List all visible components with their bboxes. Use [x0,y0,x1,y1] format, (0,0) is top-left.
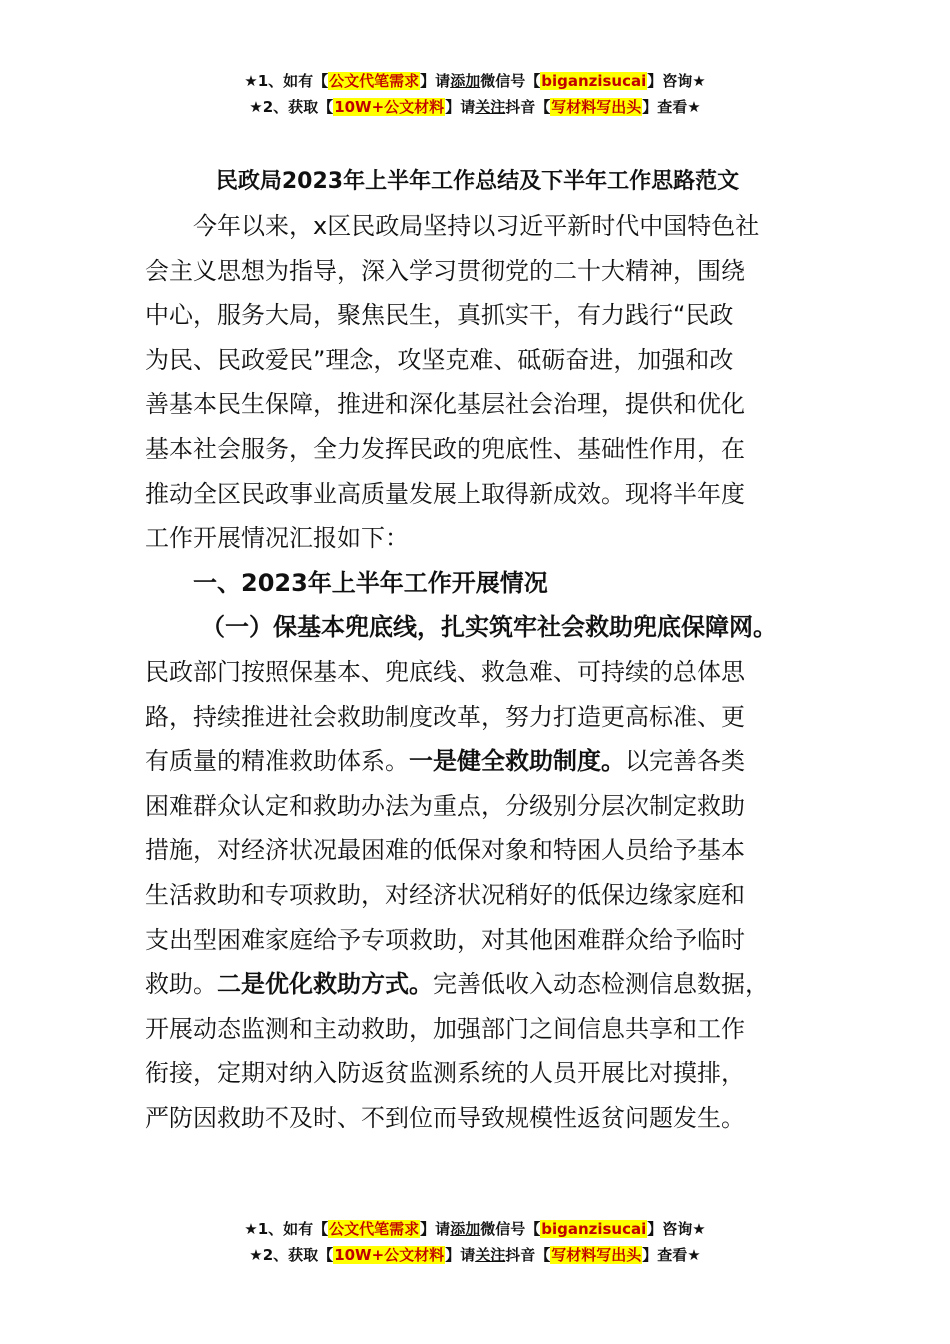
text-line: 基本社会服务，全力发挥民政的兜底性、基础性作用，在 [145,434,745,463]
promo-banner-bottom [0,1216,950,1268]
text-line: 有质量的精准救助体系。一是健全救助制度。以完善各类 [145,747,745,776]
text-line: 路，持续推进社会救助制度改革，努力打造更高标准、更 [145,702,745,731]
promo-line-2: ★2、获取【10W+公文材料】请关注抖音【写材料写出头】查看★ [249,98,701,116]
document-body [145,160,810,1140]
highlight-writing-service: 公文代笔需求 [329,1220,420,1238]
text-line: 推动全区民政事业高质量发展上取得新成效。现将半年度 [145,479,745,508]
section-heading: 一、2023年上半年工作开展情况 [193,568,548,597]
text-line: 衔接，定期对纳入防返贫监测系统的人员开展比对摸排， [145,1059,745,1088]
highlight-writing-service: 公文代笔需求 [329,72,420,90]
text-line: 善基本民生保障，推进和深化基层社会治理，提供和优化 [145,390,745,419]
text-line: 工作开展情况汇报如下： [145,524,409,553]
highlight-wechat-id: biganzisucai [541,72,647,90]
document-title: 民政局2023年上半年工作总结及下半年工作思路范文 [215,169,740,194]
section-paragraph [145,650,810,1141]
text-line: 今年以来，x区民政局坚持以习近平新时代中国特色社 [193,212,760,240]
promo-line-1: ★1、如有【公文代笔需求】请添加微信号【biganzisucai】咨询★ [244,1220,706,1238]
text-line: 救助。二是优化救助方式。完善低收入动态检测信息数据， [145,970,769,999]
highlight-materials: 10W+公文材料 [334,98,445,116]
text-line: 生活救助和专项救助，对经济状况稍好的低保边缘家庭和 [145,880,745,909]
text-line: 严防因救助不及时、不到位而导致规模性返贫问题发生。 [145,1103,745,1132]
highlight-douyin-account: 写材料写出头 [551,98,642,116]
text-line: 为民、民政爱民”理念，攻坚克难、砥砺奋进，加强和改 [145,345,734,374]
text-line: 中心，服务大局，聚焦民生，真抓实干，有力践行“民政 [145,301,734,330]
subsection-heading: （一）保基本兜底线，扎实筑牢社会救助兜底保障网。 [201,613,777,642]
promo-banner-top [0,68,950,120]
text-line: 措施，对经济状况最困难的低保对象和特困人员给予基本 [145,836,745,865]
highlight-wechat-id: biganzisucai [541,1220,647,1238]
bold-point-1: 一是健全救助制度。 [409,747,625,776]
promo-line-1: ★1、如有【公文代笔需求】请添加微信号【biganzisucai】咨询★ [244,72,706,90]
highlight-douyin-account: 写材料写出头 [551,1246,642,1264]
highlight-materials: 10W+公文材料 [334,1246,445,1264]
text-line: 会主义思想为指导，深入学习贯彻党的二十大精神，围绕 [145,256,745,285]
promo-line-2: ★2、获取【10W+公文材料】请关注抖音【写材料写出头】查看★ [249,1246,701,1264]
text-line: 困难群众认定和救助办法为重点，分级别分层次制定救助 [145,791,745,820]
text-line: 支出型困难家庭给予专项救助，对其他困难群众给予临时 [145,925,745,954]
intro-paragraph [145,204,810,561]
text-line: 民政部门按照保基本、兜底线、救急难、可持续的总体思 [145,657,745,686]
text-line: 开展动态监测和主动救助，加强部门之间信息共享和工作 [145,1014,745,1043]
bold-point-2: 二是优化救助方式。 [217,970,433,999]
